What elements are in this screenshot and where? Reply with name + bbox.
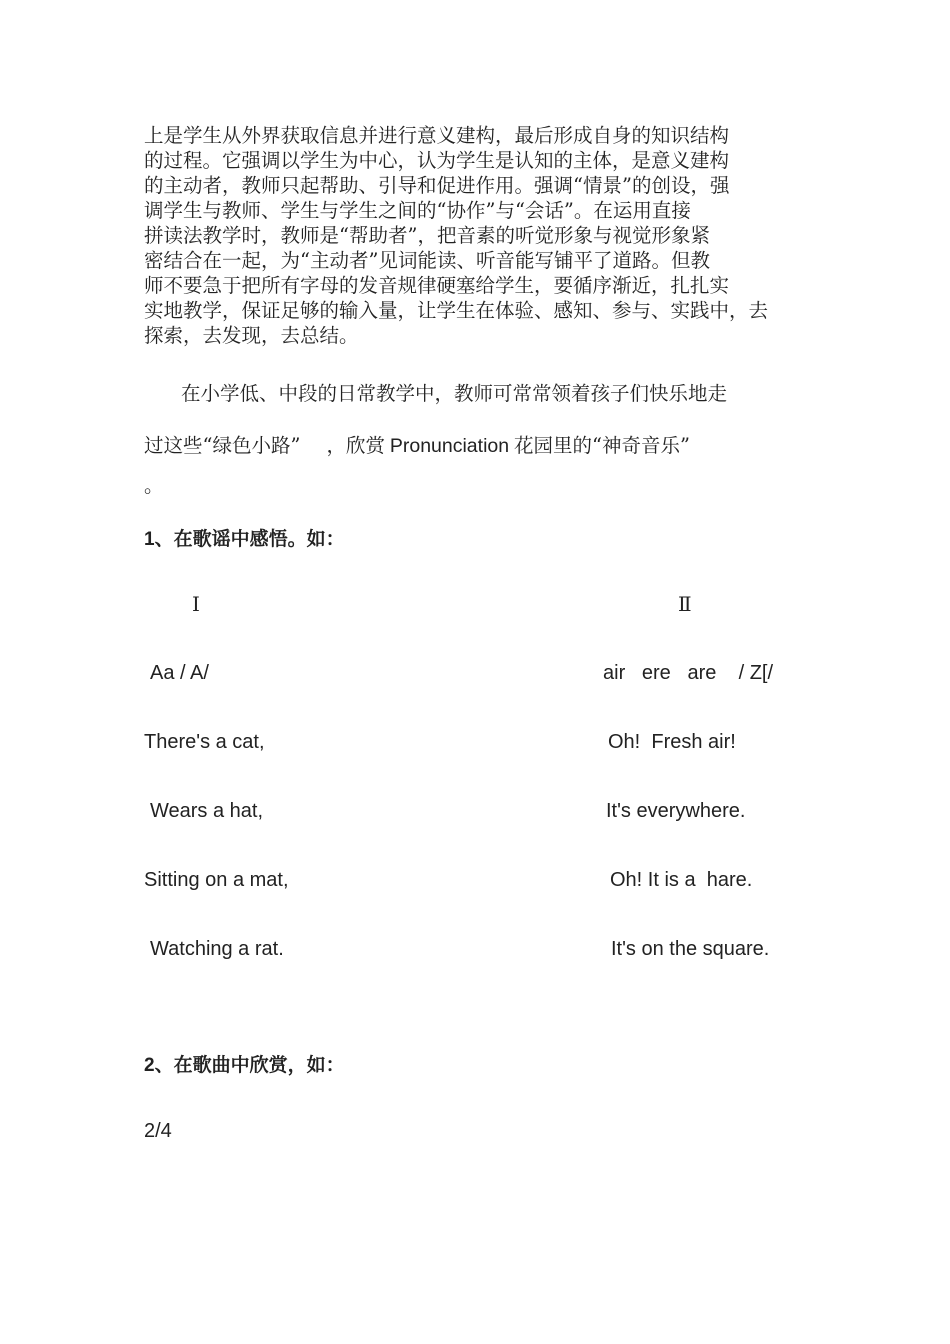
second-paragraph-line3: 。 [144,474,164,497]
rhyme2-line: It's on the square. [611,938,770,960]
column1-numeral: Ⅰ [192,592,200,616]
rhyme1-line: There's a cat, [144,731,265,753]
rhyme1-line: Watching a rat. [150,938,284,960]
section2-heading: 2、在歌曲中欣赏，如： [144,1055,345,1076]
rhyme1-line: Wears a hat, [150,800,264,822]
time-signature: 2/4 [144,1120,172,1142]
line2-part2: ，欣赏 [326,434,385,457]
rhyme2-line: It's everywhere. [606,800,746,822]
column1-phoneme: Aa / A/ [150,662,209,684]
intro-line: 探索，去发现，去总结。 [144,324,359,347]
line2-part1: 过这些“绿色小路” [144,434,301,457]
intro-line: 的过程。它强调以学生为中心，认为学生是认知的主体，是意义建构 [144,149,730,172]
intro-line: 调学生与教师、学生与学生之间的“协作”与“会话”。在运用直接 [144,199,691,222]
intro-line: 实地教学，保证足够的输入量，让学生在体验、感知、参与、实践中，去 [144,299,769,322]
intro-paragraph [144,123,808,348]
second-paragraph-line1: 在小学低、中段的日常教学中，教师可常常领着孩子们快乐地走 [181,382,728,405]
rhyme2-line: Oh! It is a hare. [610,869,753,891]
second-paragraph-line2 [144,430,690,458]
intro-line: 密结合在一起，为“主动者”见词能读、听音能写铺平了道路。但教 [144,249,710,272]
section1-heading: 1、在歌谣中感悟。如： [144,529,345,550]
rhyme2-line: Oh! Fresh air! [608,731,736,753]
intro-line: 上是学生从外界获取信息并进行意义建构，最后形成自身的知识结构 [144,124,730,147]
intro-line: 师不要急于把所有字母的发音规律硬塞给学生，要循序渐近，扎扎实 [144,274,730,297]
column2-phoneme: air ere are / Z[/ [603,662,774,684]
intro-line: 的主动者，教师只起帮助、引导和促进作用。强调“情景”的创设，强 [144,174,730,197]
rhyme1-line: Sitting on a mat, [144,869,289,891]
intro-line: 拼读法教学时，教师是“帮助者”，把音素的听觉形象与视觉形象紧 [144,224,710,247]
line2-part3: 花园里的“神奇音乐” [513,434,690,457]
line2-english: Pronunciation [389,435,510,457]
column2-numeral: Ⅱ [678,592,692,616]
